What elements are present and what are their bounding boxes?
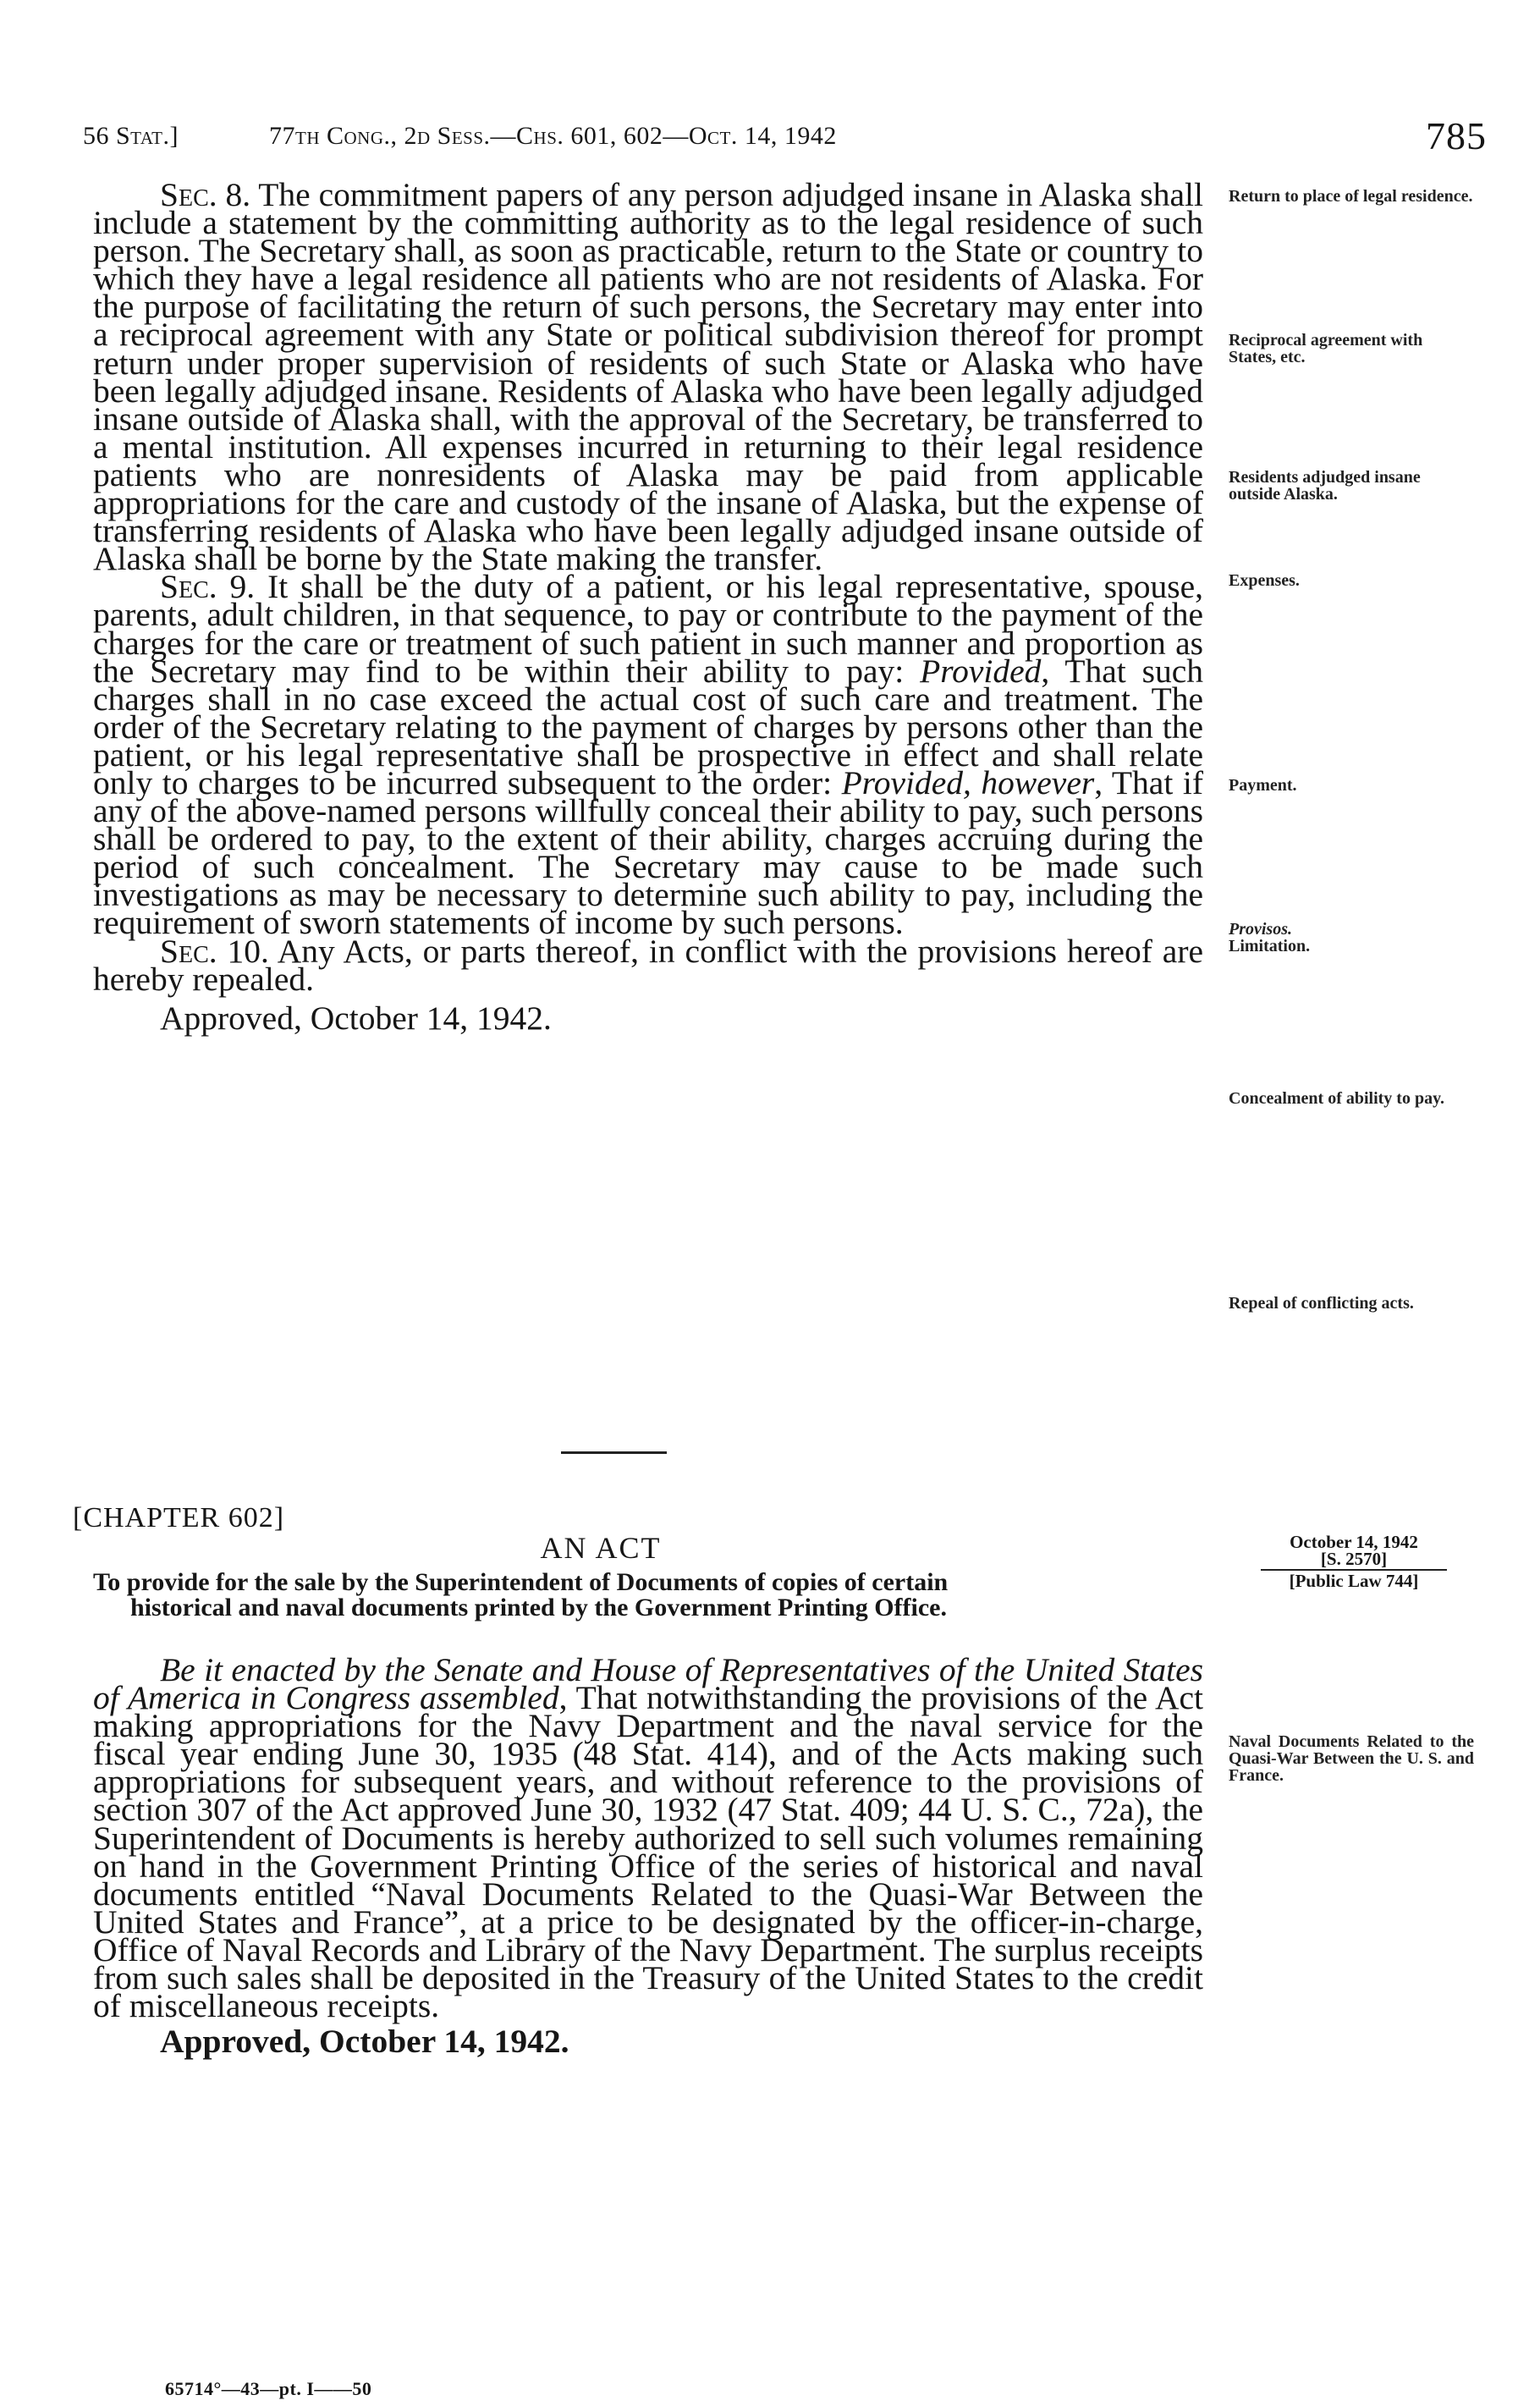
- purpose-line-2: historical and naval documents printed by the Government Printing Office.: [130, 1594, 947, 1621]
- volume-citation: 56 Stat.]: [83, 122, 179, 150]
- chapter-602-body: [93, 1651, 1203, 2061]
- session-chapter-line: 77th Cong., 2d Sess.—Chs. 601, 602—Oct. 14, 1942: [269, 122, 837, 150]
- proviso-2: Provided, however: [841, 763, 1095, 801]
- section-8-text: The commitment papers of any person adjudged insane in Alaska shall include a statement by the committing authority as to the legal residence of such person. The Secretary shall, as soon as practicable, return to the State or country to which they have a legal residence all patients who are not residents of Alaska. For the purpose of facilitating the return of such persons, the Secretary may enter into a reciprocal agreement with any State or political subdivision thereof for prompt return under proper supervision of residents of such State or Alaska who have been legally adjudged insane. Residents of Alaska who have been legally adjudged insane outside of Alaska shall, with the approval of the Secretary, be transferred to a mental institution. All expenses incurred in returning to their legal residence patients who are nonresidents of Alaska may be paid from applicable appropriations for the care and custody of the insane of Alaska, but the expense of transferring residents of Alaska who have been legally adjudged insane outside of Alaska shall be borne by the State making the transfer.: [93, 176, 1203, 578]
- margin-note-payment: Payment.: [1229, 776, 1297, 795]
- section-9-text-c: , That if any of the above-named persons willfully conceal their ability to pay, such persons shall be ordered to pay, to the extent of their ability, charges accruing during the period of such concealment. The Secretary may cause to be made such investigations as may be necessary to determine such ability to pay, including the requirement of sworn statements of income by such persons.: [93, 763, 1203, 942]
- margin-note-residents: Residents adjudged insane outside Alaska.: [1229, 468, 1421, 504]
- docket-block: [1231, 1533, 1477, 1589]
- margin-note-concealment: Concealment of ability to pay.: [1229, 1089, 1444, 1108]
- section-9-text-a: It shall be the duty of a patient, or his legal representative, spouse, parents, adult children, in that sequence, to pay or contribute to the payment of the charges for the care or treatment of such patient in such manner and proportion as the Secretary may find to be within their ability to pay:: [93, 568, 1203, 690]
- section-9: [93, 568, 1203, 942]
- proviso-1: Provided: [920, 652, 1042, 690]
- chapter-601-body: [93, 176, 1203, 1037]
- margin-note-naval-documents: Naval Documents Related to the Quasi-War Between the U. S. and France.: [1229, 1732, 1474, 1785]
- margin-note-provisos: [1229, 921, 1474, 955]
- provisos-label: Provisos.: [1229, 920, 1292, 939]
- section-10-text: Any Acts, or parts thereof, in conflict with the provisions hereof are hereby repealed.: [93, 932, 1203, 998]
- section-8: [93, 176, 1203, 578]
- section-10-label: Sec. 10.: [160, 932, 269, 970]
- section-divider: [561, 1451, 667, 1454]
- margin-note-return: Return to place of legal residence.: [1229, 187, 1473, 206]
- enacting-clause: Be it enacted by the Senate and House of Representatives of the United States of America in Congress assembled: [93, 1651, 1203, 1717]
- purpose-line-1: To provide for the sale by the Superintendent of Documents of copies of certain: [93, 1568, 949, 1596]
- enacting-paragraph: [93, 1651, 1203, 2025]
- limitation-label: Limitation.: [1229, 937, 1311, 955]
- docket-bill: [S. 2570]: [1320, 1549, 1388, 1569]
- docket-date: October 14, 1942: [1290, 1532, 1418, 1552]
- running-header: [0, 113, 1540, 164]
- act-purpose: [93, 1570, 1203, 1621]
- approval-line-602: Approved, October 14, 1942.: [160, 2023, 569, 2061]
- docket-public-law: [Public Law 744]: [1289, 1571, 1419, 1591]
- section-9-text-b: , That such charges shall in no case exceed the actual cost of such care and treatment. The order of the Secretary relating to the payment of charges by persons other than the patient, or his legal representative shall be prospective in effect and shall relate only to charges to be incurred subsequent to the order:: [93, 652, 1203, 801]
- act-title: AN ACT: [540, 1531, 662, 1565]
- section-8-label: Sec. 8.: [160, 176, 251, 213]
- section-9-label: Sec. 9.: [160, 568, 256, 606]
- approval-line-601: Approved, October 14, 1942.: [160, 999, 552, 1037]
- chapter-label: [CHAPTER 602]: [73, 1502, 285, 1533]
- act-body-text: , That notwithstanding the provisions of the Act making appropriations for the Navy Department and the naval service for the fiscal year ending June 30, 1935 (48 Stat. 414), and of the Acts making such appropriations for subsequent years, and without reference to the provisions of section 307 of the Act approved June 30, 1932 (47 Stat. 409; 44 U. S. C., 72a), the Superintendent of Documents is hereby authorized to sell such volumes remaining on hand in the Government Printing Office of the series of historical and naval documents entitled “Naval Documents Related to the Quasi-War Between the United States and France”, at a price to be designated by the officer-in-charge, Office of Naval Records and Library of the Navy Department. The surplus receipts from such sales shall be deposited in the Treasury of the United States to the credit of miscellaneous receipts.: [93, 1679, 1203, 2025]
- printer-signature: 65714°—43—pt. I——50: [165, 2378, 372, 2399]
- margin-note-expenses: Expenses.: [1229, 571, 1300, 590]
- page-number: 785: [1426, 114, 1487, 157]
- section-10: [93, 932, 1203, 998]
- margin-note-repeal: Repeal of conflicting acts.: [1229, 1294, 1414, 1313]
- margin-note-reciprocal: Reciprocal agreement with States, etc.: [1229, 331, 1423, 366]
